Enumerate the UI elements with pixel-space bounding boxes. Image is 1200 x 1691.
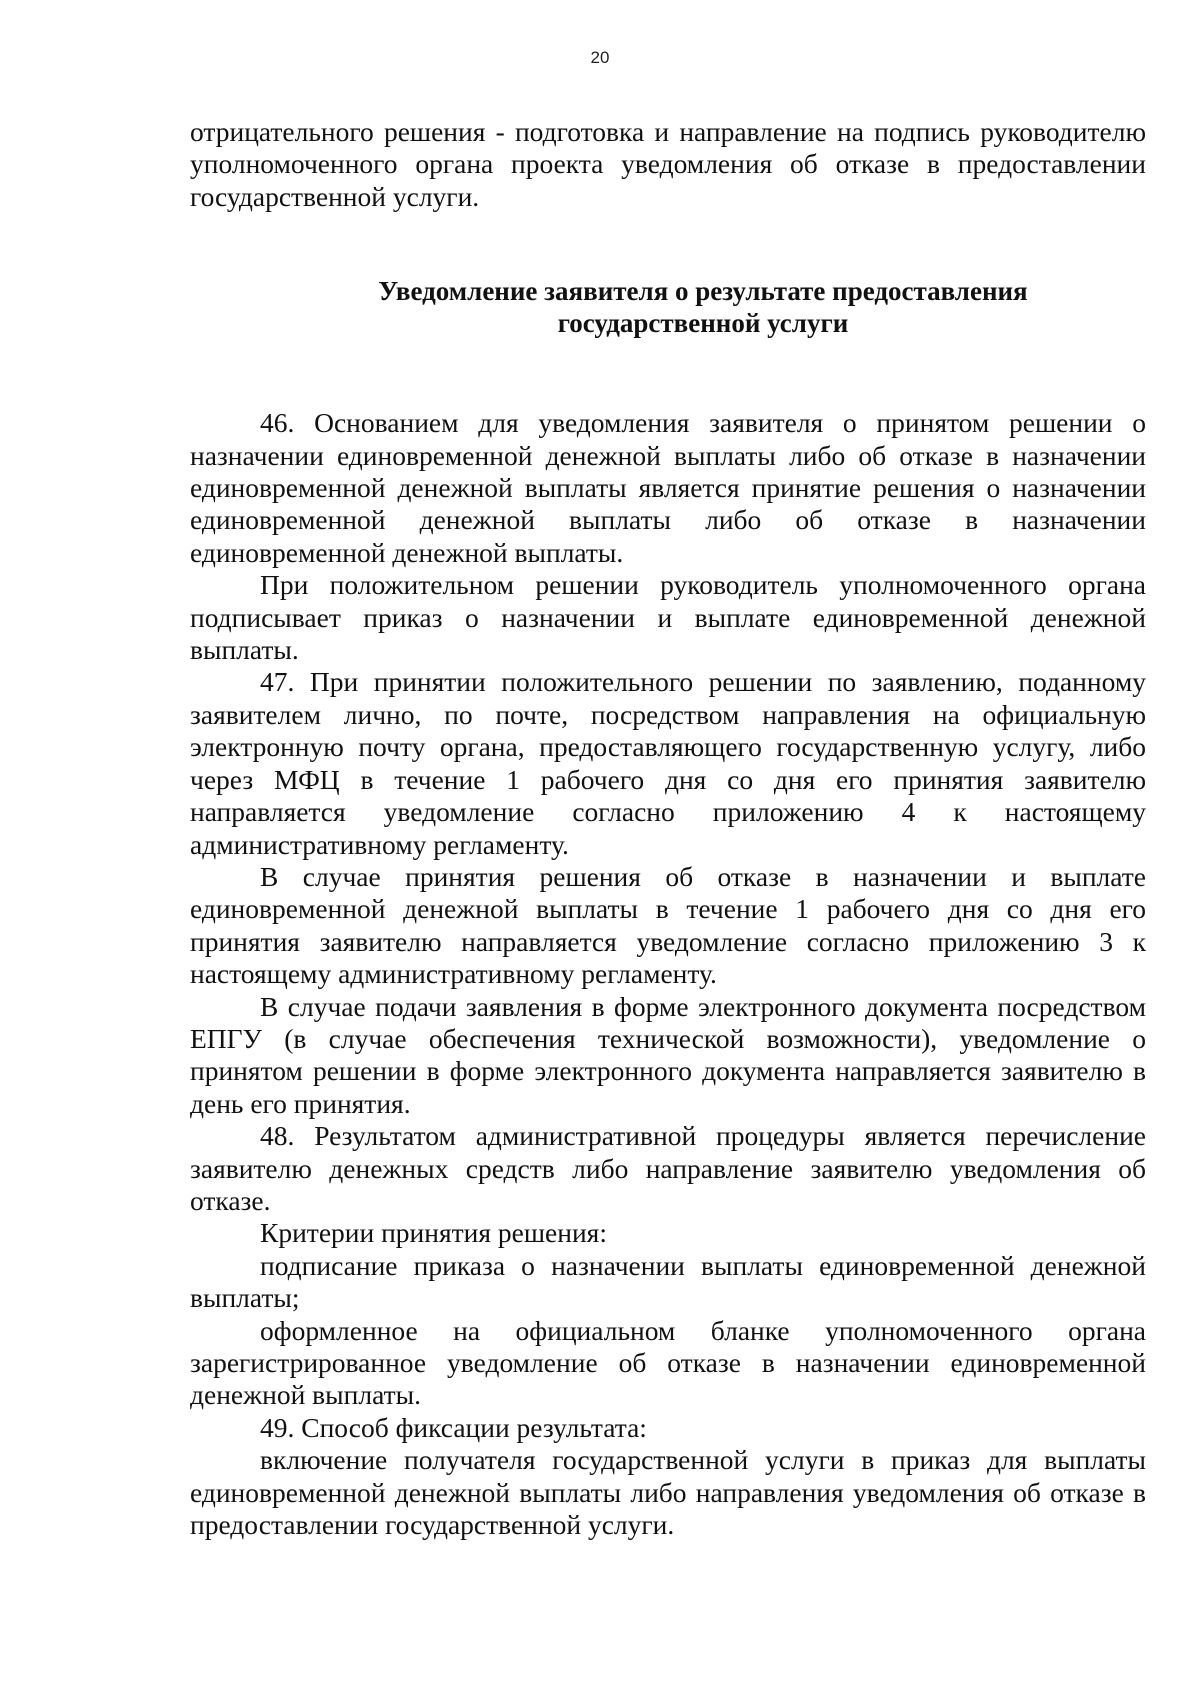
paragraph-positive-decision: При положительном решении руководитель уполномоченного органа подписывает приказ о назначении и выплате единовременной денежной выплаты. — [190, 569, 1146, 666]
paragraph-46: 46. Основанием для уведомления заявителя о принятом решении о назначении единовременной денежной выплаты либо об отказе в назначении единовременной денежной выплаты является принятие решения о назначении единовременной денежной выплаты либо об отказе в назначении единовременной денежной выплаты. — [190, 407, 1146, 568]
section-heading — [190, 275, 1146, 339]
paragraph-48: 48. Результатом административной процедуры является перечисление заявителю денежных средств либо направление заявителю уведомления об отказе. — [190, 1120, 1146, 1216]
page-number: 20 — [590, 48, 610, 67]
paragraph-49: 49. Способ фиксации результата: — [260, 1411, 647, 1443]
document-body — [190, 116, 1146, 1541]
intro-paragraph: отрицательного решения - подготовка и направление на подпись руководителю уполномоченного органа проекта уведомления об отказе в предоставлении государственной услуги. — [190, 116, 1146, 212]
paragraph-criteria-order: подписание приказа о назначении выплаты единовременной денежной выплаты; — [190, 1249, 1146, 1314]
paragraph-fixation-method: включение получателя государственной услуги в приказ для выплаты единовременной денежной выплаты либо направления уведомления об отказе в предоставлении государственной услуги. — [190, 1444, 1146, 1541]
paragraph-criteria-heading: Критерии принятия решения: — [260, 1217, 607, 1249]
paragraph-electronic-notice: В случае подачи заявления в форме электронного документа посредством ЕПГУ (в случае обеспечения технической возможности), уведомление о принятом решении в форме электронного документа направляется заявителю в день его принятия. — [190, 990, 1146, 1119]
section-heading-line-2: государственной услуги — [557, 308, 849, 339]
paragraph-refusal-notice: В случае принятия решения об отказе в назначении и выплате единовременной денежной выплаты в течение 1 рабочего дня со дня его принятия заявителю направляется уведомление согласно приложению 3 к настоящему административному регламенту. — [190, 860, 1146, 990]
paragraph-criteria-refusal: оформленное на официальном бланке уполномоченного органа зарегистрированное уведомление об отказе в назначении единовременной денежной выплаты. — [190, 1314, 1146, 1411]
section-heading-line-1: Уведомление заявителя о результате предоставления — [378, 276, 1028, 307]
paragraph-47: 47. При принятии положительного решении по заявлению, поданному заявителем лично, по почте, посредством направления на официальную электронную почту органа, предоставляющего государственную услугу, либо через МФЦ в течение 1 рабочего дня со дня его принятия заявителю направляется уведомление согласно приложению 4 к настоящему административному регламенту. — [190, 666, 1146, 860]
